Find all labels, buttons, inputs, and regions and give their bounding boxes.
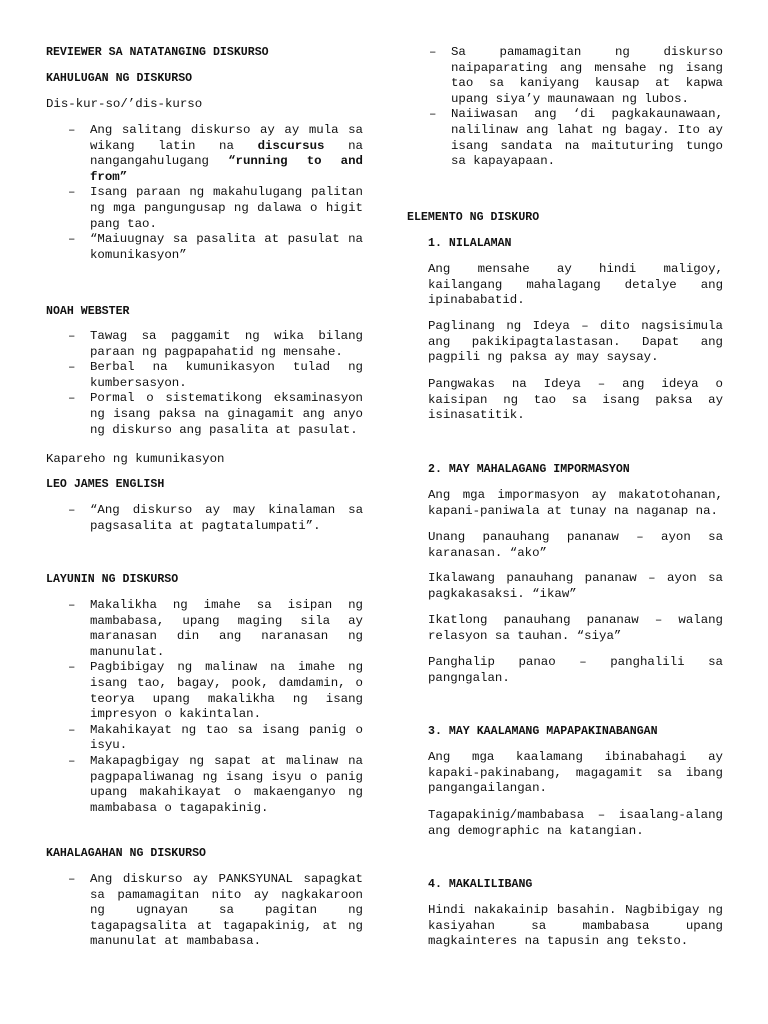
nilalaman-paragraph-1: Ang mensahe ay hindi maligoy, kailangang mahalagang detalye ang ipinababatid. <box>428 262 723 308</box>
noah-heading: NOAH WEBSTER <box>46 305 130 318</box>
noah-note: Kapareho ng kumunikasyon <box>46 452 225 466</box>
makalilibang-heading: 4. MAKALILIBANG <box>428 878 533 891</box>
kahulugan-heading: KAHULUGAN NG DISKURSO <box>46 72 193 85</box>
leo-heading: LEO JAMES ENGLISH <box>46 478 165 491</box>
list-item: – “Maiuugnay sa pasalita at pasulat na komunikasyon” <box>46 232 363 263</box>
list-item: – Isang paraan ng makahulugang palitan ng mga pangungusap ng dalawa o higit pang tao. <box>46 185 363 232</box>
pronunciation-text: Dis-kur-so/’dis-kurso <box>46 97 203 111</box>
list-item: – Makahikayat ng tao sa isang panig o isyu. <box>46 723 363 754</box>
list-item: – Pormal o sistematikong eksaminasyon ng isang paksa na ginagamit ang anyo ng diskurso ang pasalita at pasulat. <box>46 391 363 438</box>
emphasis-text: discursus <box>257 138 325 153</box>
list-item: – Ang diskurso ay PANKSYUNAL sapagkat sa pamamagitan nito ay nagkakaroon ng ugnayan sa pagitan ng tagapagsalita at tagapakinig, at ng manunulat at mambabasa. <box>46 872 363 950</box>
list-item: – Berbal na kumunikasyon tulad ng kumbersasyon. <box>46 360 363 391</box>
list-item-text: Ang salitang diskurso ay ay mula sa wikang latin na <box>90 123 363 153</box>
layunin-list <box>46 598 363 816</box>
emphasis-text: “running to and from” <box>90 154 363 184</box>
list-item: – Makapagbigay ng sapat at malinaw na pagpapaliwanag ng isang isyu o panig upang makahikayat o makaenganyo ng mambabasa o tagapakinig. <box>46 754 363 816</box>
list-item: – Sa pamamagitan ng diskurso naipaparating ang mensahe ng isang tao sa kaniyang kausap at kapwa upang siya’y maunawaan ng lubos. <box>407 45 723 107</box>
kaalaman-paragraph-1: Ang mga kaalamang ibinabahagi ay kapaki-pakinabang, magagamit sa ibang pangangailangan. <box>428 750 723 796</box>
list-item <box>46 123 363 185</box>
list-item: – Tawag sa paggamit ng wika bilang paraan ng pagpapahatid ng mensahe. <box>46 329 363 360</box>
impormasyon-paragraph-2: Unang panauhang pananaw – ayon sa karanasan. “ako” <box>428 530 723 560</box>
list-item: – Makalikha ng imahe sa isipan ng mambabasa, upang maging sila ay maranasan din ang naranasan ng manunulat. <box>46 598 363 660</box>
list-item-text: na nangangahulugang <box>90 138 363 169</box>
leo-list <box>46 503 363 534</box>
kahalagahan-list-continued <box>407 45 723 170</box>
impormasyon-heading: 2. MAY MAHALAGANG IMPORMASYON <box>428 463 630 476</box>
elemento-heading: ELEMENTO NG DISKURO <box>407 211 540 224</box>
kahulugan-list <box>46 123 363 263</box>
list-item: – Naiiwasan ang ‘di pagkakaunawaan, nalilinaw ang lahat ng bagay. Ito ay isang sandata na maituturing tungo sa kapayapaan. <box>407 107 723 169</box>
impormasyon-paragraph-3: Ikalawang panauhang pananaw – ayon sa pagkakasaksi. “ikaw” <box>428 571 723 601</box>
impormasyon-paragraph-4: Ikatlong panauhang pananaw – walang relasyon sa tauhan. “siya” <box>428 613 723 643</box>
list-item: – “Ang diskurso ay may kinalaman sa pagsasalita at pagtatalumpati”. <box>46 503 363 534</box>
nilalaman-paragraph-3: Pangwakas na Ideya – ang ideya o kaisipan ng tao sa isang paksa ay isinasatitik. <box>428 377 723 423</box>
makalilibang-paragraph-1: Hindi nakakainip basahin. Nagbibigay ng kasiyahan sa mambabasa upang magkainteres na tapusin ang teksto. <box>428 903 723 949</box>
impormasyon-paragraph-1: Ang mga impormasyon ay makatotohanan, kapani-paniwala at tunay na naganap na. <box>428 488 723 518</box>
nilalaman-heading: 1. NILALAMAN <box>428 237 512 250</box>
kahalagahan-list <box>46 872 363 950</box>
kaalaman-heading: 3. MAY KAALAMANG MAPAPAKINABANGAN <box>428 725 658 738</box>
nilalaman-paragraph-2: Paglinang ng Ideya – dito nagsisimula ang pakikipagtalastasan. Dapat ang pagpili ng paksa ay may saysay. <box>428 319 723 365</box>
noah-list <box>46 329 363 438</box>
kaalaman-paragraph-2: Tagapakinig/mambabasa – isaalang-alang ang demographic na katangian. <box>428 808 723 838</box>
kahalagahan-heading: KAHALAGAHAN NG DISKURSO <box>46 847 207 860</box>
impormasyon-paragraph-5: Panghalip panao – panghalili sa pangngalan. <box>428 655 723 685</box>
list-item: – Pagbibigay ng malinaw na imahe ng isang tao, bagay, pook, damdamin, o teorya upang makalikha ng isang impresyon o kakintalan. <box>46 660 363 722</box>
layunin-heading: LAYUNIN NG DISKURSO <box>46 573 179 586</box>
document-title: REVIEWER SA NATATANGING DISKURSO <box>46 46 269 59</box>
